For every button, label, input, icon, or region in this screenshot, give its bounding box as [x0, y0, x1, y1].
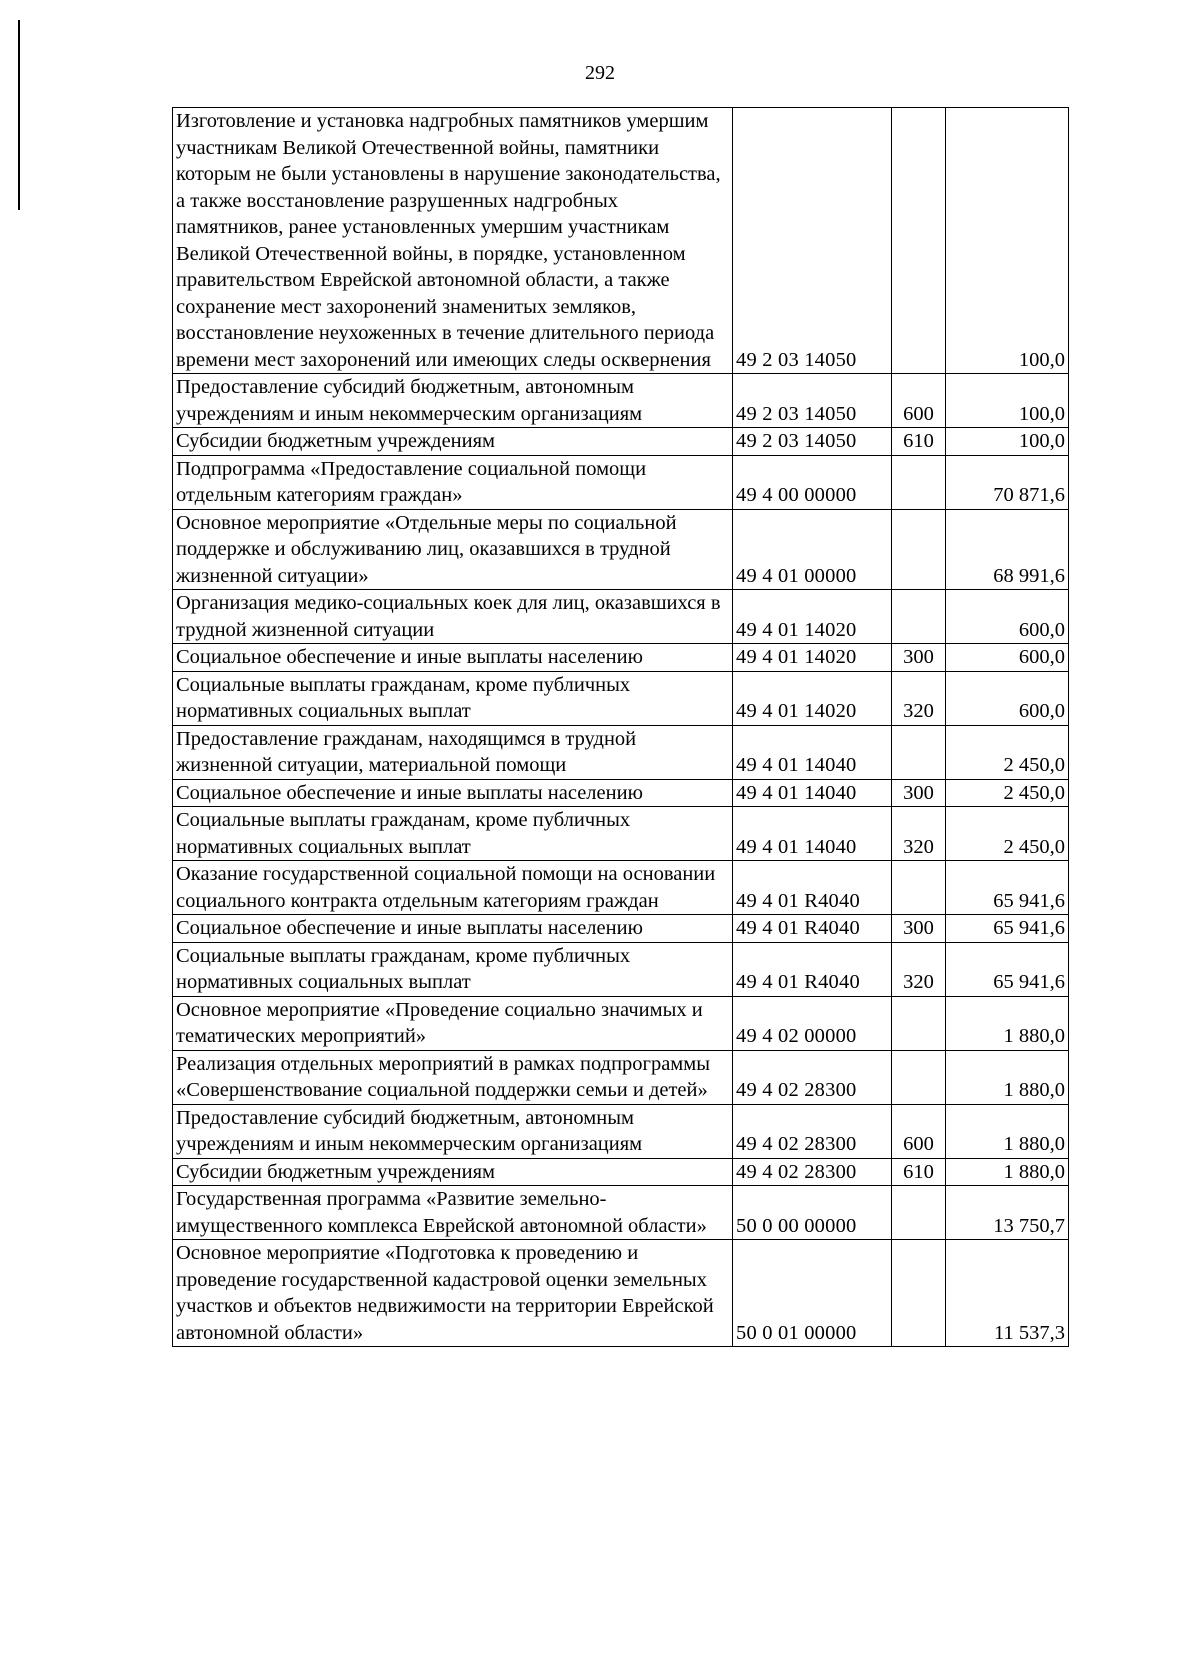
row-sum-cell: 100,0: [946, 108, 1069, 374]
row-code-cell: 49 4 02 00000: [733, 996, 892, 1050]
row-name-cell: Реализация отдельных мероприятий в рамках подпрограммы «Совершенствование социальной поддержки семьи и детей»: [173, 1050, 733, 1104]
row-type-cell: [892, 725, 946, 779]
table-row: [173, 1158, 1069, 1186]
row-type-cell: 320: [892, 671, 946, 725]
table-row: [173, 671, 1069, 725]
table-row: [173, 108, 1069, 374]
row-type-cell: 300: [892, 779, 946, 807]
row-name-cell: Социальные выплаты гражданам, кроме публичных нормативных социальных выплат: [173, 942, 733, 996]
table-row: [173, 996, 1069, 1050]
row-name-cell: Подпрограмма «Предоставление социальной помощи отдельным категориям граждан»: [173, 455, 733, 509]
row-name-cell: Социальное обеспечение и иные выплаты населению: [173, 644, 733, 672]
table-row: [173, 1240, 1069, 1347]
row-type-cell: [892, 1240, 946, 1347]
row-code-cell: 49 4 01 R4040: [733, 942, 892, 996]
row-code-cell: 50 0 01 00000: [733, 1240, 892, 1347]
table-row: [173, 725, 1069, 779]
row-type-cell: [892, 1186, 946, 1240]
row-type-cell: 300: [892, 644, 946, 672]
page-number: 292: [585, 62, 615, 84]
row-sum-cell: 1 880,0: [946, 1104, 1069, 1158]
row-name-cell: Основное мероприятие «Отдельные меры по социальной поддержке и обслуживанию лиц, оказавшихся в трудной жизненной ситуации»: [173, 509, 733, 590]
row-name-cell: Субсидии бюджетным учреждениям: [173, 1158, 733, 1186]
table-row: [173, 807, 1069, 861]
row-type-cell: [892, 108, 946, 374]
row-type-cell: 610: [892, 428, 946, 456]
table-row: [173, 942, 1069, 996]
table-row: [173, 861, 1069, 915]
row-sum-cell: 1 880,0: [946, 1050, 1069, 1104]
row-name-cell: Субсидии бюджетным учреждениям: [173, 428, 733, 456]
row-name-cell: Социальное обеспечение и иные выплаты населению: [173, 779, 733, 807]
row-sum-cell: 11 537,3: [946, 1240, 1069, 1347]
row-sum-cell: 70 871,6: [946, 455, 1069, 509]
row-type-cell: 320: [892, 942, 946, 996]
row-code-cell: 49 4 02 28300: [733, 1104, 892, 1158]
row-type-cell: [892, 861, 946, 915]
table-row: [173, 455, 1069, 509]
budget-table-body: [173, 108, 1069, 1347]
row-sum-cell: 2 450,0: [946, 725, 1069, 779]
table-row: [173, 1050, 1069, 1104]
table-row: [173, 644, 1069, 672]
row-type-cell: [892, 590, 946, 644]
row-type-cell: [892, 455, 946, 509]
table-row: [173, 590, 1069, 644]
row-type-cell: 610: [892, 1158, 946, 1186]
row-name-cell: Государственная программа «Развитие земельно-имущественного комплекса Еврейской автономной области»: [173, 1186, 733, 1240]
row-code-cell: 49 4 01 14020: [733, 590, 892, 644]
row-code-cell: 49 4 01 14040: [733, 779, 892, 807]
row-name-cell: Основное мероприятие «Проведение социально значимых и тематических мероприятий»: [173, 996, 733, 1050]
row-type-cell: 320: [892, 807, 946, 861]
row-sum-cell: 2 450,0: [946, 807, 1069, 861]
row-code-cell: 49 2 03 14050: [733, 374, 892, 428]
row-name-cell: Социальные выплаты гражданам, кроме публичных нормативных социальных выплат: [173, 807, 733, 861]
row-name-cell: Социальное обеспечение и иные выплаты населению: [173, 915, 733, 943]
row-code-cell: 49 4 00 00000: [733, 455, 892, 509]
row-code-cell: 49 4 01 14040: [733, 725, 892, 779]
row-code-cell: 49 4 02 28300: [733, 1050, 892, 1104]
budget-table: [172, 107, 1069, 1347]
row-name-cell: Социальные выплаты гражданам, кроме публичных нормативных социальных выплат: [173, 671, 733, 725]
row-name-cell: Предоставление субсидий бюджетным, автономным учреждениям и иным некоммерческим организациям: [173, 374, 733, 428]
row-sum-cell: 68 991,6: [946, 509, 1069, 590]
row-sum-cell: 65 941,6: [946, 915, 1069, 943]
row-code-cell: 49 4 01 R4040: [733, 861, 892, 915]
row-type-cell: [892, 1050, 946, 1104]
table-row: [173, 1186, 1069, 1240]
row-type-cell: 300: [892, 915, 946, 943]
row-sum-cell: 1 880,0: [946, 1158, 1069, 1186]
row-code-cell: 49 2 03 14050: [733, 428, 892, 456]
row-code-cell: 50 0 00 00000: [733, 1186, 892, 1240]
row-code-cell: 49 4 01 R4040: [733, 915, 892, 943]
row-sum-cell: 2 450,0: [946, 779, 1069, 807]
row-type-cell: 600: [892, 1104, 946, 1158]
row-type-cell: [892, 509, 946, 590]
row-code-cell: 49 4 01 00000: [733, 509, 892, 590]
row-sum-cell: 1 880,0: [946, 996, 1069, 1050]
table-row: [173, 374, 1069, 428]
row-type-cell: [892, 996, 946, 1050]
table-row: [173, 915, 1069, 943]
row-code-cell: 49 4 01 14040: [733, 807, 892, 861]
row-sum-cell: 600,0: [946, 590, 1069, 644]
row-sum-cell: 600,0: [946, 671, 1069, 725]
row-name-cell: Предоставление гражданам, находящимся в трудной жизненной ситуации, материальной помощи: [173, 725, 733, 779]
row-name-cell: Основное мероприятие «Подготовка к проведению и проведение государственной кадастровой оценки земельных участков и объектов недвижимости на территории Еврейской автономной области»: [173, 1240, 733, 1347]
row-sum-cell: 13 750,7: [946, 1186, 1069, 1240]
row-code-cell: 49 4 01 14020: [733, 671, 892, 725]
row-code-cell: 49 4 02 28300: [733, 1158, 892, 1186]
row-name-cell: Изготовление и установка надгробных памятников умершим участникам Великой Отечественной войны, памятники которым не были установлены в нарушение законодательства, а также восстановление разрушенных надгробных памятников, ранее установленных умершим участникам Великой Отечественной войны, в порядке, установленном правительством Еврейской автономной области, а также сохранение мест захоронений знаменитых земляков, восстановление неухоженных в течение длительного периода времени мест захоронений или имеющих следы осквернения: [173, 108, 733, 374]
row-name-cell: Организация медико-социальных коек для лиц, оказавшихся в трудной жизненной ситуации: [173, 590, 733, 644]
row-sum-cell: 600,0: [946, 644, 1069, 672]
row-code-cell: 49 2 03 14050: [733, 108, 892, 374]
row-type-cell: 600: [892, 374, 946, 428]
row-code-cell: 49 4 01 14020: [733, 644, 892, 672]
row-sum-cell: 100,0: [946, 374, 1069, 428]
table-row: [173, 779, 1069, 807]
row-name-cell: Предоставление субсидий бюджетным, автономным учреждениям и иным некоммерческим организациям: [173, 1104, 733, 1158]
table-row: [173, 509, 1069, 590]
margin-line: [18, 20, 20, 210]
row-sum-cell: 100,0: [946, 428, 1069, 456]
row-sum-cell: 65 941,6: [946, 861, 1069, 915]
row-sum-cell: 65 941,6: [946, 942, 1069, 996]
table-row: [173, 1104, 1069, 1158]
table-row: [173, 428, 1069, 456]
row-name-cell: Оказание государственной социальной помощи на основании социального контракта отдельным категориям граждан: [173, 861, 733, 915]
